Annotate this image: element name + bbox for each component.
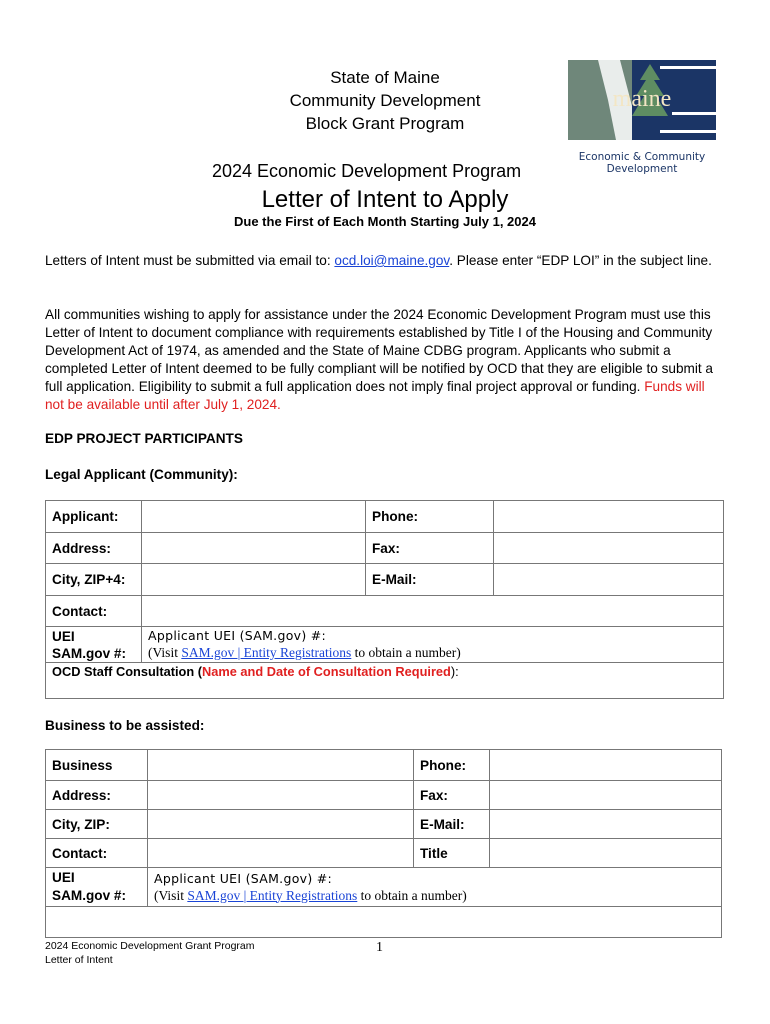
address-label: Address: [46,533,142,564]
ocd-label: OCD Staff Consultation ( [52,664,202,679]
phone-label: Phone: [366,501,494,533]
business-uei-label [46,868,148,907]
business-fax-label: Fax: [414,781,490,810]
business-table [45,749,722,938]
header-line-community: Community Development [289,91,481,110]
uei-label-line2: SAM.gov #: [52,645,127,661]
applicant-field[interactable] [142,501,366,533]
business-uei-label-line1: UEI [52,870,75,885]
legal-applicant-heading: Legal Applicant (Community): [45,467,238,482]
page-number: 1 [376,940,383,955]
business-label: Business [46,750,148,781]
footer-line-2: Letter of Intent [45,954,113,966]
business-email-label: E-Mail: [414,810,490,839]
business-uei-visit-text: (Visit [154,887,188,903]
intro-paragraph-2 [45,306,725,414]
business-fax-field[interactable] [490,781,722,810]
applicant-label: Applicant: [46,501,142,533]
business-contact-label: Contact: [46,839,148,868]
program-name: 2024 Economic Development Program [212,161,522,181]
business-contact-field[interactable] [148,839,414,868]
table-row [46,810,722,839]
email-link[interactable]: ocd.loi@maine.gov [334,253,450,268]
logo-wordmark: maine [612,86,672,112]
uei-after-text: to obtain a number) [351,645,461,660]
header-title-block [235,66,535,135]
uei-visit-text: (Visit [148,645,182,660]
header-line-state: State of Maine [330,68,440,87]
table-row [46,907,722,938]
uei-visit-hint [148,644,723,661]
intro-p2-text: All communities wishing to apply for assistance under the 2024 Economic Development Program must use this Letter of Intent to document compliance with requirements established by Title I of the Housing and Community Development Act of 1974, as amended and the State of Maine CDBG program. Applicants who submit a completed Letter of Intent deemed to be fully compliant will be notified by OCD that they are eligible to submit a full application. Eligibility to submit a full application does not imply final project approval or funding. [45,307,713,394]
business-uei-visit-hint [154,887,721,904]
business-title-field[interactable] [490,839,722,868]
phone-field[interactable] [494,501,724,533]
city-zip-label: City, ZIP+4: [46,564,142,596]
table-row [46,501,724,533]
table-row [46,750,722,781]
page-title: Letter of Intent to Apply [261,186,509,213]
business-phone-label: Phone: [414,750,490,781]
uei-hint: Applicant UEI (SAM.gov) #: [148,628,327,643]
address-field[interactable] [142,533,366,564]
uei-label-line1: UEI [52,628,75,644]
intro-p1-text: Letters of Intent must be submitted via email to: [45,253,335,268]
table-row [46,839,722,868]
logo-caption-1: Economic & Community [578,151,706,163]
fax-field[interactable] [494,533,724,564]
intro-paragraph-1 [45,252,725,270]
footer-line-1: 2024 Economic Development Grant Program [45,940,255,952]
business-title-label: Title [414,839,490,868]
contact-label: Contact: [46,596,142,627]
business-email-field[interactable] [490,810,722,839]
table-row [46,663,724,699]
contact-field[interactable] [142,596,724,627]
business-heading: Business to be assisted: [45,718,205,733]
funds-availability-notice: Funds will not be available until after July 1, 2024. [45,379,705,412]
participants-heading: EDP PROJECT PARTICIPANTS [45,431,243,446]
business-address-field[interactable] [148,781,414,810]
business-phone-field[interactable] [490,750,722,781]
email-label: E-Mail: [366,564,494,596]
due-date: Due the First of Each Month Starting July 1, 2024 [234,214,536,229]
business-uei-label-line2: SAM.gov #: [52,888,127,903]
table-row [46,533,724,564]
maine-decd-logo [568,60,716,175]
table-row [46,564,724,596]
uei-label [46,627,142,663]
header-line-program: Block Grant Program [305,114,465,133]
business-sam-gov-link[interactable]: SAM.gov | Entity Registrations [187,887,358,903]
ocd-label-end: ): [450,664,459,679]
table-row [46,781,722,810]
business-uei-hint: Applicant UEI (SAM.gov) #: [154,870,333,886]
footer [45,939,255,967]
ocd-consultation-field[interactable] [46,663,724,699]
business-city-label: City, ZIP: [46,810,148,839]
logo-caption-2: Development [606,163,678,175]
table-row [46,868,722,907]
business-address-label: Address: [46,781,148,810]
ocd-required-note: Name and Date of Consultation Required [202,664,451,679]
sam-gov-link[interactable]: SAM.gov | Entity Registrations [181,645,352,660]
table-row [46,627,724,663]
intro-p1-after: . Please enter “EDP LOI” in the subject line. [449,253,712,268]
business-extra-field[interactable] [46,907,722,938]
business-uei-field[interactable] [148,868,722,907]
fax-label: Fax: [366,533,494,564]
maine-logo-icon [568,60,716,140]
business-field[interactable] [148,750,414,781]
business-city-field[interactable] [148,810,414,839]
uei-field[interactable] [142,627,724,663]
legal-applicant-table [45,500,724,699]
business-uei-after-text: to obtain a number) [357,887,467,903]
city-zip-field[interactable] [142,564,366,596]
table-row [46,596,724,627]
email-field[interactable] [494,564,724,596]
